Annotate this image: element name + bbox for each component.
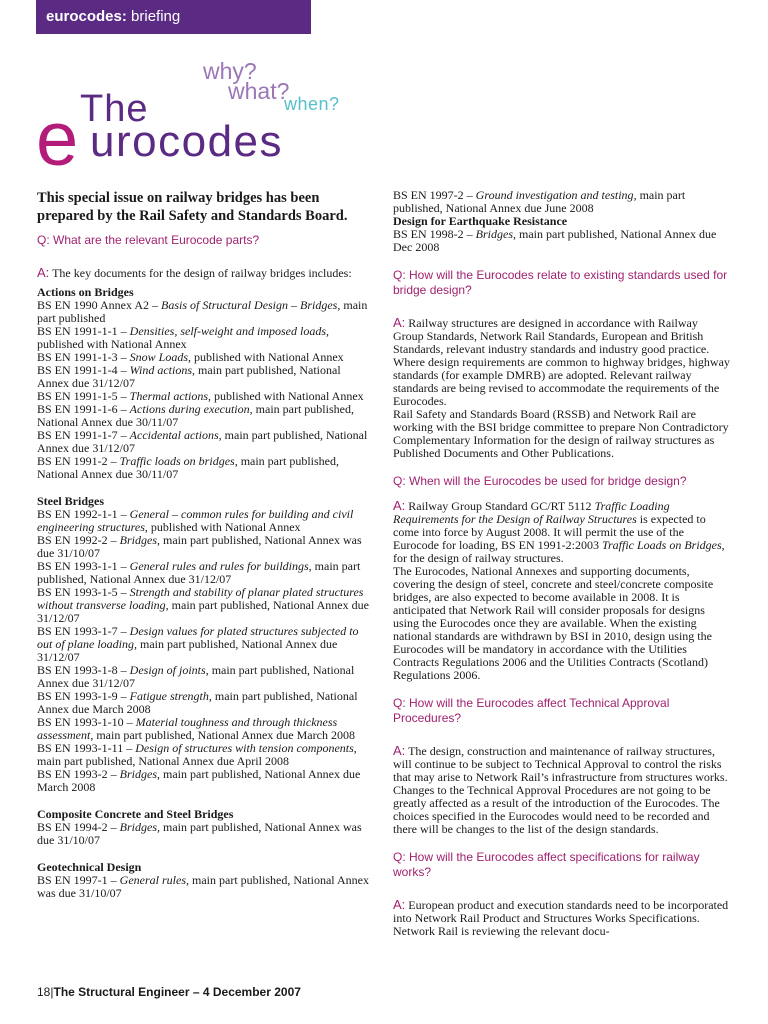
standard-code: BS EN 1991-1-4 –: [37, 363, 130, 377]
section-heading: Actions on Bridges: [37, 285, 134, 299]
answer-5: [393, 898, 731, 938]
section-tag: [36, 0, 311, 34]
answer-4-para2: Changes to the Technical Approval Procedures are not going to be greatly affected as a result of the introduction of the Eurocodes. The choices specified in the Eurocodes would need to be recorded and there will be changes to the list of the design standards.: [393, 783, 720, 836]
standard-title: Basis of Structural Design – Bridges: [161, 298, 338, 312]
standard-title: General rules and rules for buildings: [129, 559, 309, 573]
standard-code: BS EN 1992-1-1 –: [37, 507, 130, 521]
answer-3: [393, 499, 731, 565]
right-column: [393, 189, 731, 938]
answer-1: [37, 266, 372, 280]
standard-item: [37, 364, 372, 390]
standard-item: [37, 625, 372, 664]
standard-title: Traffic loads on bridges: [119, 454, 235, 468]
question-4: Q: How will the Eurocodes affect Technical Approval Procedures?: [393, 696, 670, 725]
standard-item: [37, 508, 372, 534]
earthquake-section: [393, 215, 731, 254]
standard-code: BS EN 1993-1-10 –: [37, 715, 136, 729]
standard-item: [37, 742, 372, 768]
answer-label: A:: [393, 897, 406, 912]
answer-label: A:: [393, 498, 406, 513]
tag-bold-text: eurocodes:: [46, 8, 127, 25]
standard-status: , main part published, National Annex due 30/11/07: [37, 402, 354, 429]
standard-item: [37, 299, 372, 325]
standard-item: [37, 403, 372, 429]
section-heading: Design for Earthquake Resistance: [393, 214, 568, 228]
standard-item: [37, 690, 372, 716]
standard-code: BS EN 1993-2 –: [37, 767, 120, 781]
standard-item: [37, 874, 372, 900]
publication-name: The Structural Engineer – 4 December 2007: [53, 985, 301, 999]
question-2: Q: How will the Eurocodes relate to existing standards used for bridge design?: [393, 268, 728, 297]
answer-label: A:: [393, 315, 406, 330]
standard-title: Bridges: [475, 227, 514, 241]
standard-status: , main part published, National Annex due March 2008: [37, 767, 361, 794]
standard-status: , main part published, National Annex due March 2008: [90, 728, 355, 742]
answer-3-pre: Railway Group Standard GC/RT 5112: [405, 499, 595, 513]
standard-title: Fatigue strength: [129, 689, 209, 703]
standard-title: Accidental actions: [129, 428, 219, 442]
standard-title: Densities, self-weight and imposed loads: [129, 324, 326, 338]
standard-status: , main part published, National Annex was due 31/10/07: [37, 533, 362, 560]
footer-separator: |: [50, 985, 54, 999]
left-column: [37, 189, 372, 900]
standard-status: main part published, National Annex due 31/12/07: [37, 637, 338, 664]
standard-status: , main part published: [37, 298, 368, 325]
standard-title: Material toughness and through thickness assessment: [37, 715, 338, 742]
standard-status: , published with National Annex: [144, 520, 301, 534]
standard-code: BS EN 1991-1-6 –: [37, 402, 130, 416]
answer-4-text: The design, construction and maintenance of railway structures, will continue to be subject to Technical Approval to control the risks that may arise to Network Rail’s infrastructure from structures works.: [393, 744, 728, 784]
standard-status: , main part published, National Annex due June 2008: [393, 188, 686, 215]
answer-1-text: The key documents for the design of railway bridges includes:: [49, 266, 352, 280]
answer-3-post: , for the design of railway structures.: [393, 538, 725, 565]
standard-title: Design values for plated structures subjected to out of plane loading,: [37, 624, 359, 651]
standard-status: , main part published, National Annex due 31/12/07: [37, 559, 361, 586]
answer-label: A:: [393, 743, 406, 758]
answer-5-text: European product and execution standards need to be incorporated into Network Rail Product and Structures Works Specifications. Network Rail is reviewing the relevant docu-: [393, 898, 729, 938]
standard-status: main part published, National Annex was due 31/10/07: [37, 820, 362, 847]
standard-code: BS EN 1991-1-3 –: [37, 350, 130, 364]
answer-3-italic-1: Traffic Loading Requirements for the Design of Railway Structures: [393, 499, 670, 526]
standard-title: Strength and stability of planar plated structures without transverse loading: [37, 585, 364, 612]
standard-status: , published with National Annex: [188, 350, 344, 364]
standard-code: BS EN 1991-1-7 –: [37, 428, 130, 442]
standard-item: [37, 455, 372, 481]
standard-item: [37, 768, 372, 794]
standard-status: , main part published, National Annex due March 2008: [37, 689, 358, 716]
standard-code: BS EN 1993-1-7 –: [37, 624, 130, 638]
standard-status: , main part published, National Annex was due 31/10/07: [37, 873, 369, 900]
logo-urocodes: urocodes: [90, 117, 284, 166]
standard-title: Thermal actions: [129, 389, 209, 403]
standard-item: [393, 228, 731, 254]
intro-text: This special issue on railway bridges has been prepared by the Rail Safety and Standards Board.: [37, 190, 348, 224]
standard-code: BS EN 1993-1-11 –: [37, 741, 136, 755]
logo-why: why?: [203, 58, 257, 84]
standard-status: , published with National Annex: [208, 389, 364, 403]
question-5: Q: How will the Eurocodes affect specifications for railway works?: [393, 850, 700, 879]
answer-label: A:: [37, 265, 50, 280]
standard-code: BS EN 1993-1-8 –: [37, 663, 130, 677]
standard-status: , main part published, National Annex due 31/12/07: [37, 663, 355, 690]
standard-title: Bridges: [119, 533, 158, 547]
standard-title: Snow Loads: [129, 350, 189, 364]
standard-status: , main part published, National Annex due Dec 2008: [393, 227, 717, 254]
standard-status: , main part published, National Annex due 31/12/07: [37, 428, 368, 455]
answer-3-italic-2: Traffic Loads on Bridges: [601, 538, 722, 552]
standard-code: BS EN 1992-2 –: [37, 533, 120, 547]
standard-title: Wind actions: [129, 363, 193, 377]
standard-status: , main part published, National Annex due 30/11/07: [37, 454, 340, 481]
standard-status: , main part published, National Annex due 31/12/07: [37, 363, 341, 390]
steel-section: [37, 495, 372, 794]
page-number: 18: [37, 985, 51, 999]
answer-2: [393, 316, 731, 408]
actions-section: [37, 286, 372, 481]
standard-code: BS EN 1997-2 –: [393, 188, 476, 202]
standard-code: BS EN 1993-1-9 –: [37, 689, 130, 703]
standard-title: Design of structures with tension components: [135, 741, 354, 755]
standard-status: , main part published, National Annex due 31/12/07: [37, 598, 369, 625]
section-heading: Composite Concrete and Steel Bridges: [37, 807, 234, 821]
standard-item: [37, 586, 372, 625]
answer-4: [393, 744, 731, 784]
answer-3-mid: is expected to come into force by August 2008. It will permit the use of the Eurocode for loading, BS EN 1991-2:2003: [393, 512, 706, 552]
standard-code: BS EN 1998-2 –: [393, 227, 476, 241]
question-3: Q: When will the Eurocodes be used for bridge design?: [393, 474, 687, 488]
section-heading: Geotechnical Design: [37, 860, 142, 874]
standard-item: [37, 821, 372, 847]
standard-item: [37, 325, 372, 351]
answer-3-para2: The Eurocodes, National Annexes and supporting documents, covering the design of steel, concrete and steel/concrete composite bridges, are also expected to become available in 2008. It is anticipated that Network Rail will consider proposals for designs using the Eurocodes once they are available. When the existing national standards are withdrawn by BSI in 2010, design using the Eurocodes will be mandatory in accordance with the Utilities Contracts Regulations 2006 and the Utilities Contracts (Scotland) Regulations 2006.: [393, 564, 714, 682]
logo-when: when?: [284, 94, 340, 114]
answer-2-text: Railway structures are designed in accordance with Railway Group Standards, Network Rail Standards, European and British Standards, relevant industry standards and industry good practice. Where design requirements are common to highway bridges, highway standards (for example DMRB) are adopted. Relevant railway standards are being revised to accommodate the requirements of the Eurocodes.: [393, 316, 730, 408]
page-footer: [37, 985, 301, 999]
standard-title: General rules: [119, 873, 186, 887]
tag-rest-text: briefing: [126, 8, 181, 25]
standard-code: BS EN 1994-2 –: [37, 820, 120, 834]
standard-title: Actions during execution: [129, 402, 250, 416]
standard-code: BS EN 1997-1 –: [37, 873, 120, 887]
standard-item: [37, 429, 372, 455]
standard-code: BS EN 1991-1-5 –: [37, 389, 130, 403]
standard-status: , published with National Annex: [37, 324, 329, 351]
standard-title: Ground investigation and testing: [475, 188, 634, 202]
standard-item: [37, 560, 372, 586]
standard-status: , main part published, National Annex due April 2008: [37, 741, 357, 768]
section-heading: Steel Bridges: [37, 494, 104, 508]
composite-section: [37, 808, 372, 847]
answer-2-para2: Rail Safety and Standards Board (RSSB) and Network Rail are working with the BSI bridge committee to prepare Non Contradictory Complementary Information for the design of railway structures as Published Documents and Other Publications.: [393, 407, 729, 460]
logo-what: what?: [228, 78, 290, 104]
standard-title: Bridges: [119, 767, 158, 781]
standard-item: [37, 664, 372, 690]
question-1: Q: What are the relevant Eurocode parts?: [37, 233, 260, 247]
logo-the: The: [80, 88, 149, 130]
geotech-section: [37, 861, 372, 900]
standard-item: [37, 534, 372, 560]
standard-code: BS EN 1990 Annex A2 –: [37, 298, 162, 312]
standard-title: General – common rules for building and civil engineering structures: [37, 507, 354, 534]
standard-code: BS EN 1993-1-5 –: [37, 585, 130, 599]
standard-title: Bridges,: [119, 820, 161, 834]
standard-title: Design of joints: [129, 663, 206, 677]
standard-code: BS EN 1991-1-1 –: [37, 324, 130, 338]
standard-item: [393, 189, 731, 215]
standard-code: BS EN 1993-1-1 –: [37, 559, 130, 573]
standard-code: BS EN 1991-2 –: [37, 454, 120, 468]
logo-e: e: [36, 97, 79, 182]
section-tag-label: [46, 8, 180, 25]
standard-item: [37, 716, 372, 742]
